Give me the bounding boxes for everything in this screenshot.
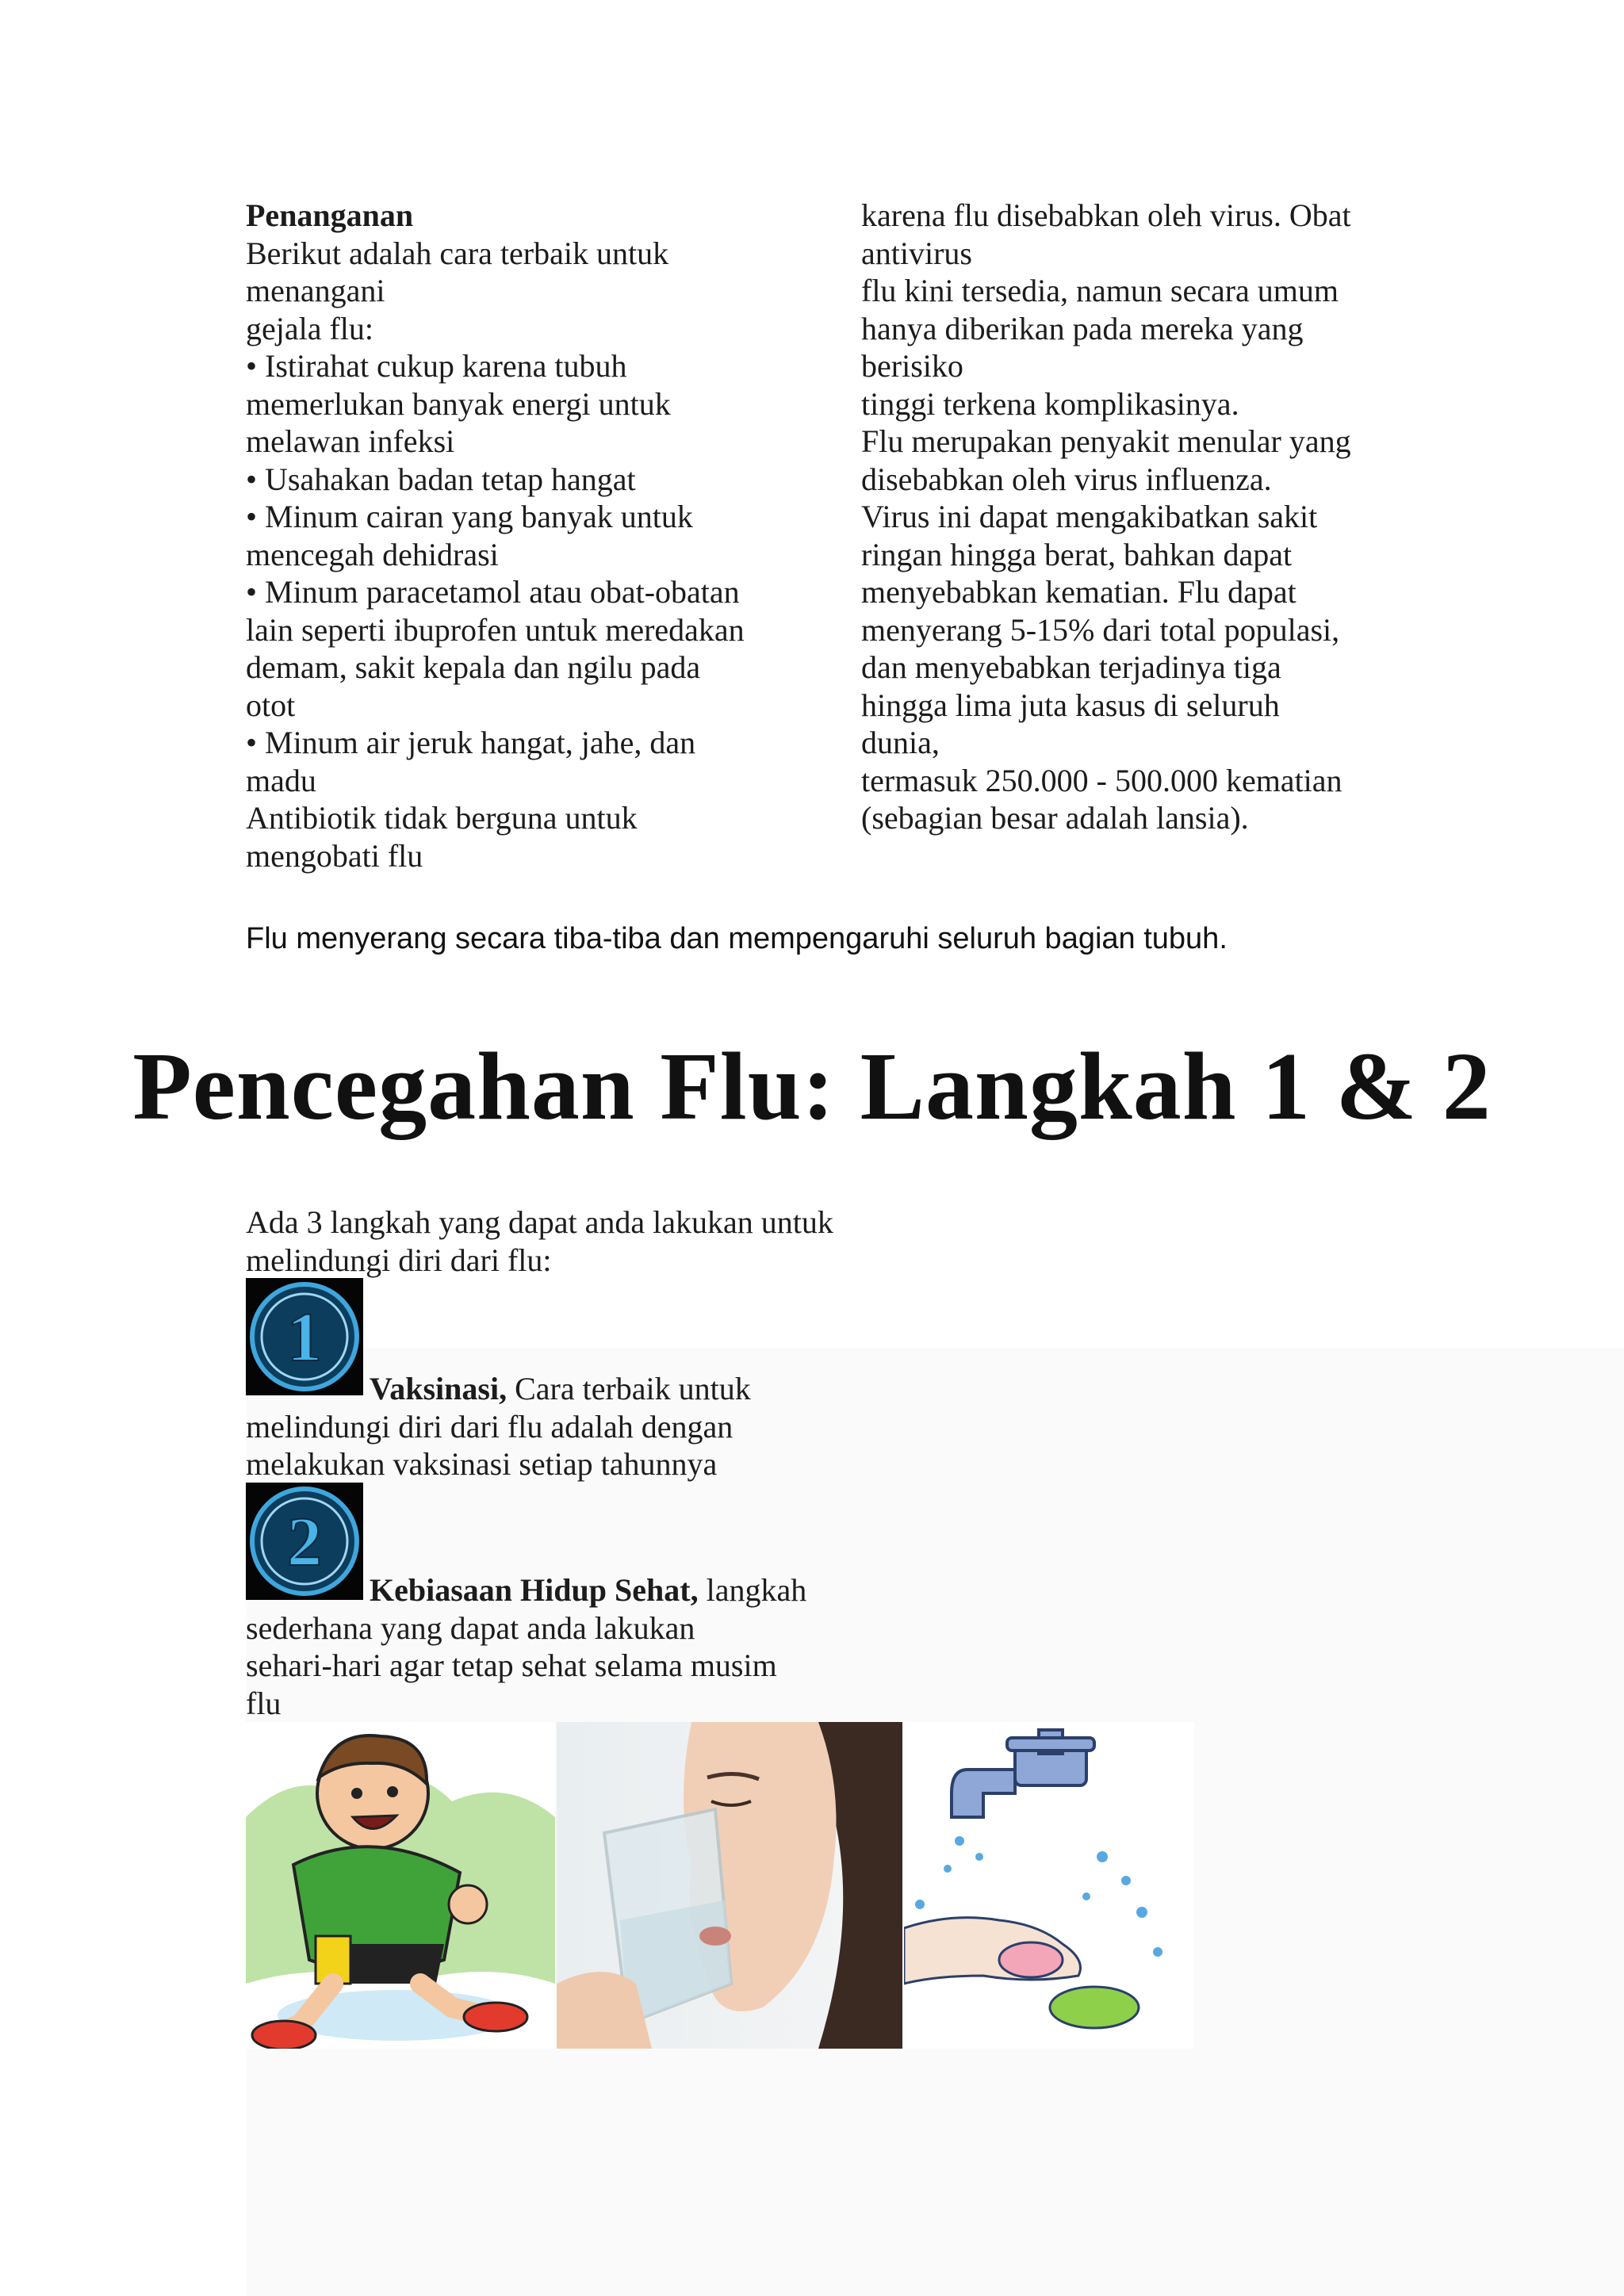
step-2-line: flu [246, 1685, 282, 1721]
treatment-left-line: Antibiotik tidak berguna untuk [246, 800, 638, 836]
prevention-intro [246, 1203, 833, 1279]
treatment-right-line: menyebabkan kematian. Flu dapat [861, 574, 1297, 610]
step-number: 2 [287, 1504, 322, 1581]
treatment-left-line: gejala flu: [246, 310, 374, 346]
step-2-line: sederhana yang dapat anda lakukan [246, 1609, 695, 1646]
woman-drinking-illustration [557, 1722, 902, 2049]
treatment-right-line: Flu merupakan penyakit menular yang [861, 423, 1351, 459]
treatment-left-line: otot [246, 687, 296, 723]
treatment-left-line: • Minum air jeruk hangat, jahe, dan [246, 725, 696, 760]
treatment-right-line: disebabkan oleh virus influenza. [861, 461, 1272, 497]
treatment-left-line: demam, sakit kepala dan ngilu pada [246, 649, 701, 685]
treatment-left-line: lain seperti ibuprofen untuk meredakan [246, 611, 745, 648]
step-2-first-line: langkah [698, 1572, 807, 1608]
treatment-right-line: berisiko [861, 348, 963, 384]
step-2-line: sehari-hari agar tetap sehat selama musim [246, 1647, 777, 1683]
treatment-right-line: dunia, [861, 725, 940, 760]
treatment-left-line: • Minum paracetamol atau obat-obatan [246, 574, 740, 610]
prevention-title: Pencegahan Flu: Langkah 1 & 2 [132, 1033, 1492, 1140]
hand-washing-illustration [904, 1722, 1194, 2049]
step-1-line: melindungi diri dari flu adalah dengan [246, 1408, 733, 1445]
treatment-right-line: ringan hingga berat, bahkan dapat [861, 536, 1293, 572]
intro-line: melindungi diri dari flu: [246, 1242, 552, 1278]
step-2-bold-label: Kebiasaan Hidup Sehat, [370, 1572, 699, 1608]
treatment-right-line: (sebagian besar adalah lansia). [861, 800, 1249, 836]
treatment-right-line: hanya diberikan pada mereka yang [861, 310, 1304, 346]
treatment-heading: Penanganan [246, 197, 414, 233]
treatment-left-line: memerlukan banyak energi untuk [246, 385, 671, 422]
treatment-right-line: flu kini tersedia, namun secara umum [861, 273, 1339, 308]
treatment-left-line: Berikut adalah cara terbaik untuk [246, 235, 669, 271]
treatment-left-column [246, 197, 817, 874]
treatment-left-line: mencegah dehidrasi [246, 536, 499, 572]
treatment-left-line: • Minum cairan yang banyak untuk [246, 499, 693, 534]
treatment-left-line: madu [246, 762, 316, 798]
step-1-text [246, 1370, 751, 1483]
step-2-text [246, 1571, 806, 1722]
treatment-right-line: karena flu disebabkan oleh virus. Obat [861, 197, 1351, 233]
treatment-left-line: • Usahakan badan tetap hangat [246, 461, 636, 497]
treatment-right-line: termasuk 250.000 - 500.000 kematian [861, 762, 1342, 798]
treatment-right-column [861, 197, 1432, 837]
treatment-right-line: menyerang 5-15% dari total populasi, [861, 611, 1340, 648]
treatment-right-line: tinggi terkena komplikasinya. [861, 385, 1239, 422]
treatment-left-line: menangani [246, 273, 385, 308]
treatment-right-line: Virus ini dapat mengakibatkan sakit [861, 499, 1318, 534]
treatment-right-line: hingga lima juta kasus di seluruh [861, 687, 1280, 723]
treatment-left-line: melawan infeksi [246, 423, 455, 459]
running-boy-illustration [246, 1722, 555, 2049]
treatment-left-line: • Istirahat cukup karena tubuh [246, 348, 627, 384]
treatment-right-line: antivirus [861, 235, 972, 271]
step-1-bold-label: Vaksinasi, [370, 1371, 508, 1406]
treatment-right-line: dan menyebabkan terjadinya tiga [861, 649, 1281, 685]
treatment-left-line: mengobati flu [246, 837, 423, 874]
step-1-line: melakukan vaksinasi setiap tahunnya [246, 1446, 718, 1482]
callout-line: Flu menyerang secara tiba-tiba dan mempengaruhi seluruh bagian tubuh. [246, 922, 1228, 955]
intro-line: Ada 3 langkah yang dapat anda lakukan untuk [246, 1204, 833, 1240]
step-1-first-line: Cara terbaik untuk [507, 1371, 751, 1406]
step-number: 1 [287, 1299, 322, 1376]
